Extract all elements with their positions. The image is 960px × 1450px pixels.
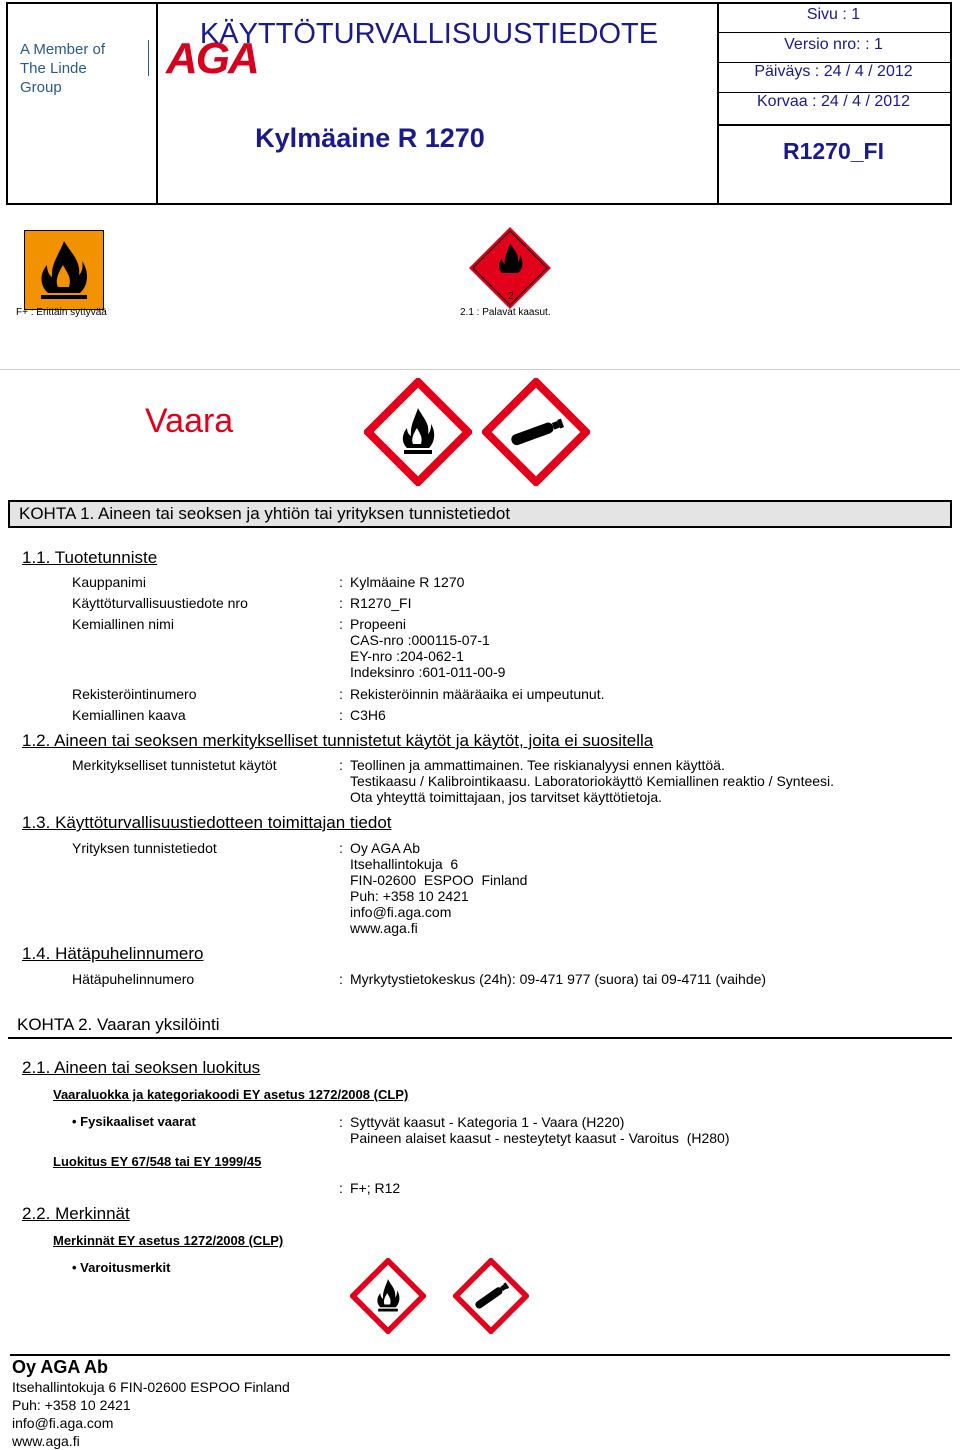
- subsection-2-2: 2.2. Merkinnät: [22, 1204, 130, 1223]
- dsd-heading: Luokitus EY 67/548 tai EY 1999/45: [53, 1154, 262, 1169]
- company-label: Yrityksen tunnistetiedot: [72, 840, 217, 856]
- ghs02-flame-icon: [364, 378, 472, 491]
- footer-company: Oy AGA Ab: [12, 1357, 109, 1377]
- trade-name-label: Kauppanimi: [72, 574, 146, 590]
- dsd-value: F+; R12: [350, 1180, 401, 1196]
- gas-cylinder-icon: [482, 378, 590, 491]
- emergency-value: Myrkytystietokeskus (24h): 09-471 977 (suora) tai 09-4711 (vaihde): [350, 971, 767, 987]
- company-value: Oy AGA Ab Itsehallintokuja 6 FIN-02600 ESPOO Finland Puh: +358 10 2421 info@fi.aga.com www.aga.fi: [350, 840, 528, 936]
- uses-value: Teollinen ja ammattimainen. Tee riskianalyysi ennen käyttöä. Testikaasu / Kalibrointikaasu. Laboratoriokäyttö Kemiallinen reaktio / Synteesi. Ota yhteyttä toimittajaan, jos tarvitset käyttötietoja.: [350, 757, 835, 805]
- product-title: Kylmäaine R 1270: [255, 123, 485, 153]
- sds-number-label: Käyttöturvallisuustiedote nro: [72, 595, 248, 611]
- issue-date: Päiväys : 24 / 4 / 2012: [754, 63, 913, 80]
- page-number: Sivu : 1: [806, 6, 861, 23]
- adr-number: 2: [508, 291, 514, 302]
- signal-word: Vaara: [145, 402, 234, 440]
- replaces-date: Korvaa : 24 / 4 / 2012: [757, 93, 910, 110]
- registration-label: Rekisteröintinumero: [72, 686, 197, 702]
- formula-value: C3H6: [350, 707, 386, 723]
- aga-logo: AGA: [166, 34, 258, 83]
- ghs02-flame-icon-small: [350, 1258, 426, 1339]
- subsection-1-1: 1.1. Tuotetunniste: [22, 548, 158, 567]
- chemical-name-value: Propeeni CAS-nro :000115-07-1 EY-nro :204-062-1 Indeksinro :601-011-00-9: [350, 616, 506, 680]
- subsection-2-1: 2.1. Aineen tai seoksen luokitus: [22, 1058, 261, 1077]
- linde-tagline: A Member of The Linde Group: [20, 41, 106, 96]
- clp-heading: Vaaraluokka ja kategoriakoodi EY asetus 1272/2008 (CLP): [53, 1087, 409, 1102]
- chemical-name-label: Kemiallinen nimi: [72, 616, 174, 632]
- physical-hazards-label: • Fysikaaliset vaarat: [72, 1114, 196, 1129]
- registration-value: Rekisteröinnin määräaika ei umpeutunut.: [350, 686, 605, 702]
- subsection-1-2: 1.2. Aineen tai seoksen merkitykselliset tunnistetut käytöt ja käytöt, joita ei suositella: [22, 731, 654, 750]
- sds-number-value: R1270_FI: [350, 595, 412, 611]
- emergency-label: Hätäpuhelinnumero: [72, 971, 195, 987]
- adr-flame-icon: [467, 225, 553, 316]
- version-number: Versio nro: : 1: [784, 36, 883, 53]
- subsection-1-4: 1.4. Hätäpuhelinnumero: [22, 944, 204, 963]
- section-2-title: KOHTA 2. Vaaran yksilöinti: [8, 1011, 952, 1039]
- footer-web[interactable]: www.aga.fi: [12, 1433, 80, 1449]
- document-title: KÄYTTÖTURVALLISUUSTIEDOTE: [199, 18, 659, 50]
- flame-icon: [24, 230, 104, 310]
- footer-phone: Puh: +358 10 2421: [12, 1397, 131, 1413]
- gas-cylinder-icon-small: [453, 1258, 529, 1339]
- trade-name-value: Kylmäaine R 1270: [350, 574, 465, 590]
- footer-email[interactable]: info@fi.aga.com: [12, 1415, 114, 1431]
- section-1-title: KOHTA 1. Aineen tai seoksen ja yhtiön tai yrityksen tunnistetiedot: [8, 500, 952, 528]
- physical-hazards-value: Syttyvät kaasut - Kategoria 1 - Vaara (H220) Paineen alaiset kaasut - nesteytetyt kaasut - Varoitus (H280): [350, 1114, 730, 1146]
- pictograms-label: • Varoitusmerkit: [72, 1260, 171, 1275]
- labels-heading: Merkinnät EY asetus 1272/2008 (CLP): [53, 1233, 284, 1248]
- footer-address: Itsehallintokuja 6 FIN-02600 ESPOO Finland: [12, 1379, 290, 1395]
- formula-label: Kemiallinen kaava: [72, 707, 186, 723]
- adr-caption: 2.1 : Palavat kaasut.: [460, 307, 551, 318]
- dsd-caption: F+ : Erittäin syttyvää: [16, 307, 107, 318]
- document-code: R1270_FI: [782, 138, 884, 164]
- uses-label: Merkitykselliset tunnistetut käytöt: [72, 757, 277, 773]
- subsection-1-3: 1.3. Käyttöturvallisuustiedotteen toimittajan tiedot: [22, 813, 392, 832]
